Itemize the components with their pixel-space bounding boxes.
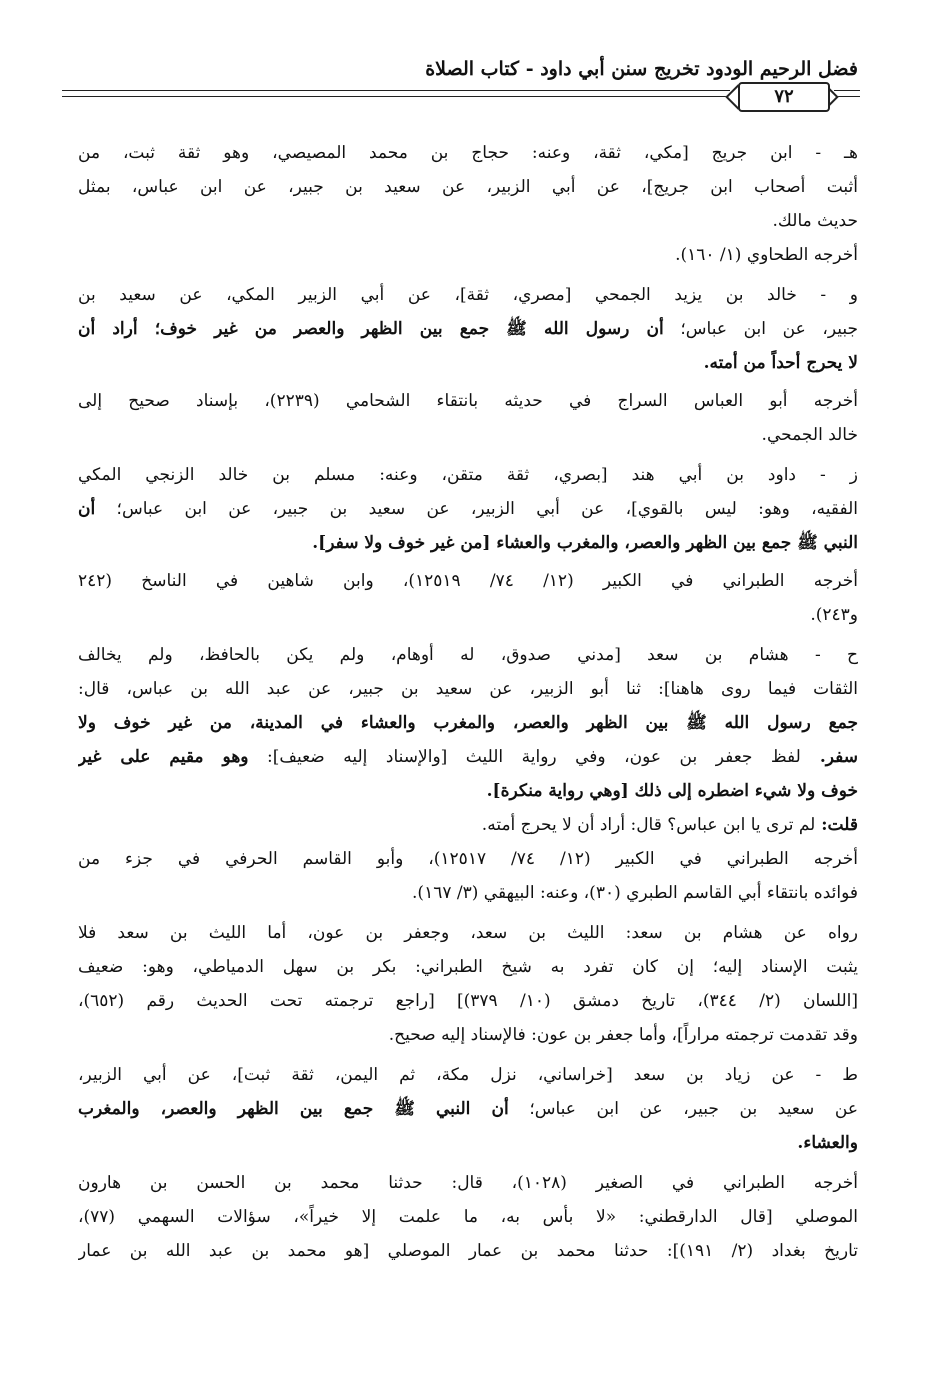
- text-line: [78, 238, 858, 272]
- text-span: أخرجه الطبراني في الكبير (١٢/ ٧٤/ ١٢٥١٩)، وابن شاهين في الناسخ (٢٤٢: [78, 571, 858, 591]
- text-span: رواه عن هشام بن سعد: الليث بن سعد، وجعفر بن عون، أما الليث بن سعد فلا: [78, 923, 858, 943]
- text-line: [78, 638, 858, 672]
- text-span: هـ - ابن جريج [مكي، ثقة، وعنه: حجاج بن محمد المصيصي، وهو ثقة ثبت، من: [78, 143, 858, 163]
- text-line: [78, 384, 858, 418]
- text-line: [78, 740, 858, 774]
- text-span: وقد تقدمت ترجمته مراراً]، وأما جعفر بن عون: فالإسناد إليه صحيح.: [388, 1025, 858, 1045]
- text-line: [78, 492, 858, 526]
- header-rule-right-top: [834, 90, 860, 91]
- text-line: [78, 774, 858, 808]
- text-span: و٢٤٣).: [810, 605, 858, 625]
- text-line: [78, 598, 858, 632]
- text-line: [78, 170, 858, 204]
- text-line: [78, 278, 858, 312]
- text-line: [78, 984, 858, 1018]
- text-span: لفظ جعفر بن عون، وفي رواية الليث [والإسناد إليه ضعيف]:: [248, 747, 801, 767]
- page-body-text: [78, 136, 858, 1268]
- text-span: ط - عن زياد بن سعد [خراساني، نزل مكة، ثم اليمن، ثقة ثبت]، عن أبي الزبير،: [78, 1065, 858, 1085]
- text-span: أخرجه الطبراني في الكبير (١٢/ ٧٤/ ١٢٥١٧)، وأبو القاسم الحرفي في جزء من: [78, 849, 858, 869]
- text-line: [78, 1126, 858, 1160]
- text-span: حديث مالك.: [772, 211, 858, 231]
- text-span: الموصلي [قال الدارقطني: «لا بأس به، ما علمت إلا خيراً»، سؤالات السهمي (٧٧)،: [78, 1207, 858, 1227]
- running-title: فضل الرحيم الودود تخريج سنن أبي داود - كتاب الصلاة: [425, 58, 858, 80]
- text-line: [78, 1166, 858, 1200]
- header-rule-left-top: [62, 90, 730, 91]
- text-line: [78, 312, 858, 346]
- text-span: يثبت الإسناد إليه؛ إن كان تفرد به شيخ الطبراني: بكر بن سهل الدمياطي، وهو: ضعيف: [78, 957, 858, 977]
- text-line: [78, 526, 858, 560]
- text-span: ح - هشام بن سعد [مدني صدوق، له أوهام، ولم يكن بالحافظ، ولم يخالف: [78, 645, 858, 665]
- bold-text-span: أن النبي ﷺ جمع بين الظهر والعصر، والمغرب: [78, 1099, 509, 1119]
- header-rule-left-bottom: [62, 96, 730, 97]
- text-span: جبير، عن ابن عباس؛: [663, 319, 858, 339]
- text-line: [78, 950, 858, 984]
- text-span: [اللسان (٢/ ٣٤٤)، تاريخ دمشق (١٠/ ٣٧٩)] [راجع ترجمته تحت الحديث رقم (٦٥٢)،: [78, 991, 858, 1011]
- page-number-badge: ٧٢: [738, 82, 830, 112]
- bold-text-span: قلت:: [815, 815, 858, 835]
- text-span: عن سعيد بن جبير، عن ابن عباس؛: [508, 1099, 858, 1119]
- text-line: [78, 842, 858, 876]
- bold-text-span: لا يحرج أحداً من أمته.: [703, 353, 858, 373]
- text-span: أثبت أصحاب ابن جريج]، عن أبي الزبير، عن سعيد بن جبير، عن ابن عباس، بمثل: [78, 177, 858, 197]
- text-span: و - خالد بن يزيد الجمحي [مصري، ثقة]، عن أبي الزبير المكي، عن سعيد بن: [78, 285, 858, 305]
- text-line: [78, 808, 858, 842]
- bold-text-span: أن رسول الله ﷺ جمع بين الظهر والعصر من غير خوف؛ أراد أن: [78, 319, 664, 339]
- bold-text-span: سفر.: [800, 747, 858, 767]
- text-span: أخرجه الطحاوي (١/ ١٦٠).: [675, 245, 858, 265]
- text-span: فوائده بانتقاء أبي القاسم الطبري (٣٠)، وعنه: البيهقي (٣/ ١٦٧).: [412, 883, 858, 903]
- bold-text-span: النبي ﷺ جمع بين الظهر والعصر، والمغرب والعشاء [من غير خوف ولا سفر].: [312, 533, 858, 553]
- text-line: [78, 346, 858, 380]
- text-line: [78, 564, 858, 598]
- bold-text-span: أن: [78, 499, 96, 519]
- text-span: خالد الجمحي.: [761, 425, 858, 445]
- text-span: ز - داود بن أبي هند [بصري، ثقة متقن، وعنه: مسلم بن خالد الزنجي المكي: [78, 465, 858, 485]
- text-line: [78, 136, 858, 170]
- bold-text-span: والعشاء.: [797, 1133, 858, 1153]
- bold-text-span: خوف ولا شيء اضطره إلى ذلك [وهي رواية منكرة].: [486, 781, 858, 801]
- bold-text-span: جمع رسول الله ﷺ بين الظهر والعصر، والمغرب والعشاء في المدينة، من غير خوف ولا: [78, 713, 858, 733]
- text-span: أخرجه الطبراني في الصغير (١٠٢٨)، قال: حدثنا محمد بن الحسن بن هارون: [78, 1173, 858, 1193]
- text-line: [78, 204, 858, 238]
- text-line: [78, 1234, 858, 1268]
- text-line: [78, 706, 858, 740]
- text-line: [78, 916, 858, 950]
- text-span: لم ترى يا ابن عباس؟ قال: أراد أن لا يحرج أمته.: [481, 815, 816, 835]
- text-line: [78, 418, 858, 452]
- text-line: [78, 1018, 858, 1052]
- bold-text-span: وهو مقيم على غير: [78, 747, 249, 767]
- text-span: تاريخ بغداد (٢/ ١٩١)]: حدثنا محمد بن عمار الموصلي [هو محمد بن عبد الله بن عمار: [78, 1241, 858, 1261]
- text-line: [78, 1092, 858, 1126]
- text-span: الثقات فيما روى هاهنا]: ثنا أبو الزبير، عن سعيد بن جبير، عن عبد الله بن عباس، قال:: [78, 679, 858, 699]
- text-span: الفقيه، وهو: ليس بالقوي]، عن أبي الزبير، عن سعيد بن جبير، عن ابن عباس؛: [95, 499, 858, 519]
- text-line: [78, 876, 858, 910]
- text-line: [78, 1200, 858, 1234]
- text-span: أخرجه أبو العباس السراج في حديثه بانتقاء الشحامي (٢٢٣٩)، بإسناد صحيح إلى: [78, 391, 858, 411]
- text-line: [78, 672, 858, 706]
- text-line: [78, 458, 858, 492]
- text-line: [78, 1058, 858, 1092]
